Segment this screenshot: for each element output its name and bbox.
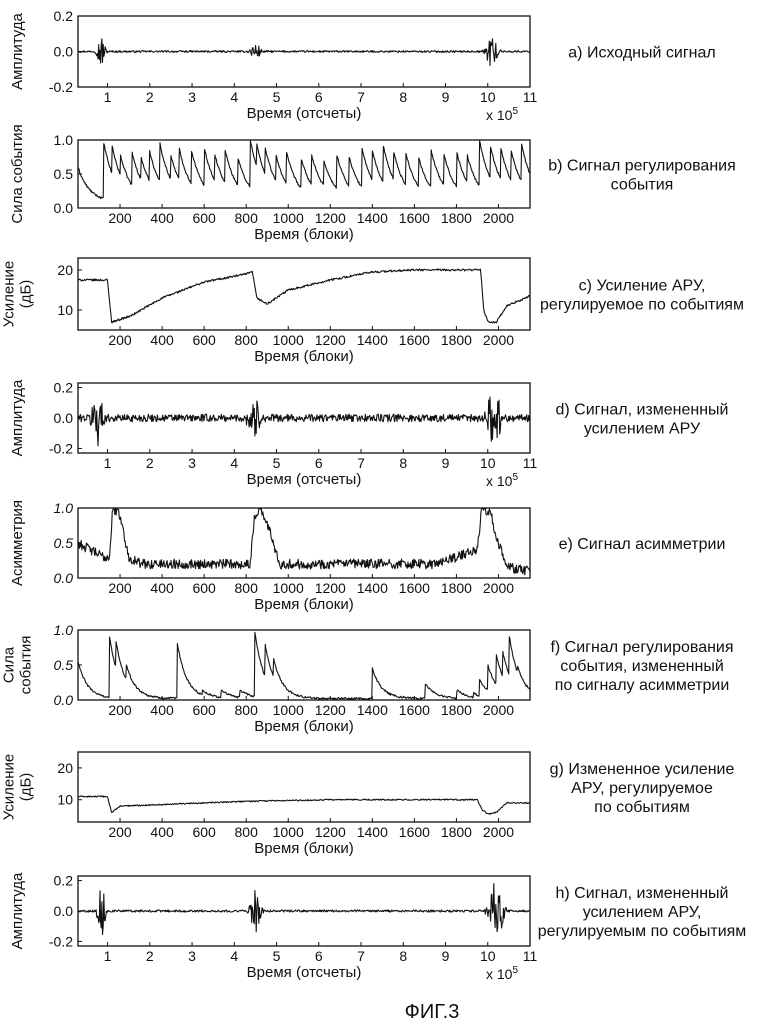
panel-caption: c) Усиление АРУ, (578, 277, 706, 295)
panel-caption: f) Сигнал регулирования (550, 639, 734, 656)
x-tick-label: 600 (192, 332, 216, 348)
x-tick-label: 10 (479, 948, 496, 964)
x-tick-label: 1400 (356, 824, 388, 840)
series-line-f (78, 632, 530, 699)
panel-caption: усилением АРУ (583, 420, 701, 438)
y-tick-label: 0.0 (53, 410, 73, 426)
series-line-d (78, 397, 530, 446)
plot-frame-c (78, 258, 530, 330)
x-tick-label: 200 (108, 332, 132, 348)
y-tick-label: 0.5 (53, 166, 73, 182)
x-tick-label: 2 (145, 89, 154, 105)
x-tick-label: 1200 (314, 702, 346, 718)
x-tick-label: 1000 (272, 824, 304, 840)
x-tick-label: 6 (314, 948, 323, 964)
x-tick-label: 1800 (440, 210, 472, 226)
x-axis-label: Время (блоки) (254, 718, 354, 735)
x-tick-label: 1600 (398, 580, 430, 596)
x-multiplier-exponent: 5 (512, 965, 519, 976)
series-line-e (78, 509, 530, 575)
panel-d (9, 379, 728, 489)
panel-caption: по сигналу асимметрии (554, 677, 730, 694)
x-tick-label: 400 (150, 702, 174, 718)
panel-caption: события, измененный (560, 658, 724, 675)
y-tick-label: 0.0 (53, 903, 73, 919)
x-tick-label: 1800 (440, 824, 472, 840)
x-tick-label: 600 (192, 210, 216, 226)
series-line-b (78, 141, 530, 199)
x-tick-label: 1 (103, 89, 112, 105)
x-tick-label: 1200 (314, 210, 346, 226)
y-axis-label: Усиление (0, 753, 18, 821)
x-tick-label: 1400 (356, 580, 388, 596)
x-tick-label: 9 (441, 89, 450, 105)
panel-h (9, 872, 746, 982)
x-tick-label: 6 (314, 455, 323, 471)
panel-caption: АРУ, регулируемое (571, 780, 713, 797)
x-tick-label: 200 (108, 580, 132, 596)
y-tick-label: 20 (57, 759, 73, 776)
y-tick-label: 1.0 (53, 500, 73, 516)
x-tick-label: 800 (234, 580, 258, 596)
x-multiplier (486, 106, 518, 123)
series-line-g (78, 796, 530, 814)
x-tick-label: 6 (314, 89, 323, 105)
panel-caption: регулируемым по событиям (537, 923, 747, 940)
panel-caption: события (610, 176, 674, 194)
x-tick-label: 1800 (440, 702, 472, 718)
x-multiplier (486, 472, 518, 489)
plot-frame-b (78, 140, 530, 208)
x-tick-label: 2000 (482, 210, 515, 226)
panel-caption: e) Сигнал асимметрии (558, 536, 726, 553)
x-axis-label: Время (блоки) (254, 226, 354, 243)
panel-e (9, 500, 725, 613)
panel-caption: h) Сигнал, измененный (555, 885, 729, 902)
y-tick-label: 0.2 (53, 872, 73, 889)
x-multiplier-base: x 10 (486, 473, 513, 489)
y-axis-label: (дБ) (17, 772, 35, 802)
y-tick-label: -0.2 (48, 440, 73, 457)
series-line-h (78, 884, 530, 935)
y-axis-label: (дБ) (17, 279, 35, 309)
x-tick-label: 800 (234, 332, 258, 348)
x-tick-label: 1000 (272, 332, 304, 348)
x-tick-label: 200 (108, 824, 132, 840)
panel-a (9, 8, 716, 123)
x-tick-label: 2 (145, 948, 154, 964)
x-multiplier-base: x 10 (486, 107, 513, 123)
y-tick-label: 1.0 (53, 132, 73, 148)
x-tick-label: 3 (188, 948, 196, 964)
panel-caption: а) Исходный сигнал (568, 44, 716, 62)
x-tick-label: 8 (399, 948, 408, 964)
x-tick-label: 1600 (398, 702, 430, 718)
x-tick-label: 1 (103, 948, 112, 964)
panel-f (1, 622, 734, 735)
x-multiplier-exponent: 5 (512, 472, 519, 483)
x-tick-label: 11 (522, 948, 538, 964)
x-tick-label: 7 (357, 455, 365, 471)
x-axis-label: Время (блоки) (254, 840, 354, 857)
x-tick-label: 200 (108, 702, 132, 718)
chart-panels (1, 8, 747, 982)
x-tick-label: 1400 (356, 332, 388, 348)
x-tick-label: 800 (234, 210, 258, 226)
x-axis-label: Время (блоки) (254, 348, 354, 365)
series-line-c (78, 269, 530, 323)
panel-c (1, 258, 744, 365)
x-tick-label: 600 (192, 702, 216, 718)
x-tick-label: 5 (272, 455, 281, 471)
y-tick-label: 0.0 (53, 570, 73, 586)
x-axis-label: Время (отсчеты) (246, 964, 362, 981)
x-tick-label: 4 (230, 948, 239, 964)
x-tick-label: 4 (230, 455, 239, 471)
plot-frame-g (78, 752, 530, 822)
y-tick-label: 10 (57, 302, 73, 318)
y-tick-label: 1.0 (53, 622, 73, 638)
x-tick-label: 1000 (272, 702, 304, 718)
x-tick-label: 200 (108, 210, 132, 226)
x-tick-label: 400 (150, 580, 174, 596)
y-tick-label: 0.2 (53, 379, 73, 396)
y-axis-label: Амплитуда (9, 872, 26, 950)
y-tick-label: 0.2 (53, 8, 73, 24)
x-tick-label: 2000 (482, 702, 515, 718)
x-axis-label: Время (отсчеты) (246, 471, 362, 488)
x-axis-label: Время (отсчеты) (246, 105, 362, 122)
x-tick-label: 1000 (272, 210, 304, 226)
panel-caption: усилением АРУ, (582, 904, 702, 921)
x-tick-label: 1600 (398, 210, 430, 226)
x-tick-label: 1200 (314, 332, 346, 348)
x-tick-label: 8 (399, 89, 408, 105)
x-tick-label: 1800 (440, 580, 472, 596)
y-axis-label: Усиление (0, 260, 18, 328)
x-tick-label: 600 (192, 580, 216, 596)
y-axis-label: Сила события (9, 124, 26, 224)
x-tick-label: 3 (188, 89, 196, 105)
figure-label: ФИГ.3 (404, 1001, 460, 1023)
x-tick-label: 600 (192, 824, 216, 840)
x-multiplier (486, 965, 518, 982)
x-axis-label: Время (блоки) (254, 596, 354, 613)
plot-frame-f (78, 630, 530, 700)
panel-caption: g) Измененное усиление (549, 761, 735, 778)
y-axis-label: Асимметрия (9, 499, 26, 587)
x-tick-label: 7 (357, 89, 365, 105)
x-tick-label: 1200 (314, 580, 346, 596)
panel-caption: регулируемое по событиям (540, 296, 744, 314)
x-tick-label: 5 (272, 948, 281, 964)
x-tick-label: 800 (234, 702, 258, 718)
y-tick-label: 0.5 (53, 657, 73, 673)
y-tick-label: -0.2 (48, 79, 73, 95)
x-tick-label: 10 (479, 89, 496, 105)
y-axis-label: Сила (0, 646, 18, 684)
y-tick-label: -0.2 (48, 933, 73, 950)
x-tick-label: 1600 (398, 332, 430, 348)
y-axis-label: Амплитуда (9, 13, 26, 90)
x-tick-label: 1 (103, 455, 112, 471)
x-tick-label: 2 (145, 455, 154, 471)
y-axis-label: события (17, 635, 35, 695)
x-tick-label: 400 (150, 332, 174, 348)
y-tick-label: 0.0 (53, 692, 73, 708)
x-tick-label: 400 (150, 824, 174, 840)
y-tick-label: 0.0 (53, 200, 73, 216)
x-multiplier-base: x 10 (486, 966, 513, 982)
panel-caption: d) Сигнал, измененный (555, 401, 729, 419)
panel-caption: b) Сигнал регулирования (548, 157, 736, 175)
x-tick-label: 5 (272, 89, 281, 105)
x-tick-label: 1600 (398, 824, 430, 840)
y-tick-label: 0.5 (53, 535, 73, 551)
y-tick-label: 20 (57, 262, 73, 278)
x-tick-label: 10 (479, 455, 496, 471)
x-multiplier-exponent: 5 (512, 106, 519, 117)
x-tick-label: 11 (522, 89, 538, 105)
x-tick-label: 11 (522, 455, 538, 471)
panel-caption: по событиям (594, 799, 690, 816)
x-tick-label: 9 (441, 455, 450, 471)
y-tick-label: 10 (57, 791, 73, 808)
x-tick-label: 2000 (482, 824, 515, 840)
x-tick-label: 1800 (440, 332, 472, 348)
x-tick-label: 8 (399, 455, 408, 471)
x-tick-label: 400 (150, 210, 174, 226)
y-axis-label: Амплитуда (9, 379, 26, 457)
series-line-a (78, 39, 530, 66)
panel-g (1, 752, 735, 857)
x-tick-label: 1200 (314, 824, 346, 840)
x-tick-label: 9 (441, 948, 450, 964)
x-tick-label: 1400 (356, 210, 388, 226)
x-tick-label: 2000 (482, 332, 515, 348)
x-tick-label: 1000 (272, 580, 304, 596)
x-tick-label: 1400 (356, 702, 388, 718)
x-tick-label: 800 (234, 824, 258, 840)
x-tick-label: 4 (230, 89, 239, 105)
panel-b (9, 124, 736, 243)
y-tick-label: 0.0 (53, 43, 73, 60)
x-tick-label: 3 (188, 455, 196, 471)
x-tick-label: 7 (357, 948, 365, 964)
x-tick-label: 2000 (482, 580, 515, 596)
